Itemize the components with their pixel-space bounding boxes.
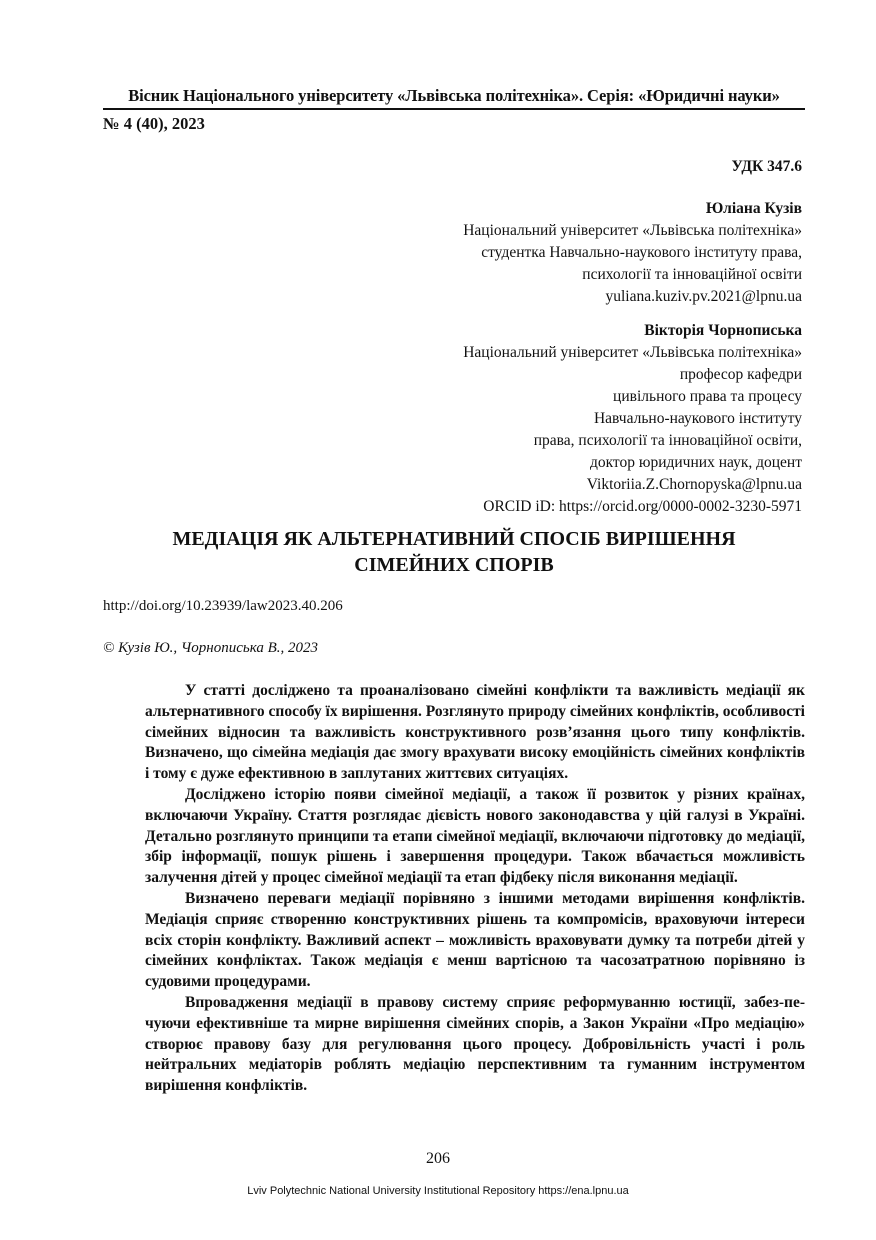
- author-position: студентка Навчально-наукового інституту права,: [481, 244, 802, 261]
- author-degree: доктор юридичних наук, доцент: [589, 454, 802, 471]
- author-block: [463, 320, 802, 518]
- repository-footer: Lviv Polytechnic National University Institutional Repository https://ena.lpnu.ua: [247, 1185, 629, 1197]
- title-line: СІМЕЙНИХ СПОРІВ: [354, 554, 554, 576]
- abstract-paragraph: У статті досліджено та проаналізовано сімейні конфлікти та важливість медіації як альтернативного способу їх вирішення. Розглянуто природу сімейних конфліктів, особливості сімейних відносин та важливість конструктивного розв’язання цього типу конфліктів. Визначено, що сімейна медіація дає змогу врахувати високу емоційність сімейних конфліктів і тому є дуже ефективною в заплутаних життєвих ситуаціях.: [145, 682, 805, 783]
- author-affiliation: Національний університет «Львівська політехніка»: [463, 222, 802, 239]
- abstract-paragraph: Визначено переваги медіації порівняно з іншими методами вирішення конфліктів. Медіація сприяє створенню конструктивних рішень та компромісів, враховуючи інтереси всіх сторін конфлікту. Важливий аспект – можливість враховувати думку та потреби дітей у сімейних конфліктах. Також медіація є менш вартісною та часозатратною порівняно із судовими процедурами.: [145, 889, 805, 991]
- author-block: [463, 198, 802, 308]
- author-name: Юліана Кузів: [705, 200, 802, 217]
- journal-header: Вісник Національного університету «Львівська політехніка». Серія: «Юридичні науки»: [128, 86, 780, 105]
- author-email[interactable]: Viktoriia.Z.Chornopyska@lpnu.ua: [586, 476, 802, 493]
- article-title: [103, 526, 805, 578]
- author-position: права, психології та інноваційної освіти,: [533, 432, 802, 449]
- page-number: 206: [426, 1150, 450, 1167]
- author-position: психології та інноваційної освіти: [582, 266, 802, 283]
- abstract-paragraph: Впровадження медіації в правову систему сприяє реформуванню юстиції, забез-печуючи ефективніше та мирне вирішення сімейних спорів, а Закон України «Про медіацію» створює правову базу для регулювання цього процесу. Добровільність участі і роль нейтральних медіаторів роблять медіацію перспективним та гуманним інструментом вирішення конфліктів.: [145, 993, 805, 1095]
- author-position: професор кафедри: [679, 366, 802, 383]
- udk-code: УДК 347.6: [731, 158, 802, 175]
- author-name: Вікторія Чорнописька: [644, 322, 802, 339]
- copyright: © Кузів Ю., Чорнописька В., 2023: [103, 640, 319, 656]
- author-email[interactable]: yuliana.kuziv.pv.2021@lpnu.ua: [605, 288, 802, 305]
- title-line: МЕДІАЦІЯ ЯК АЛЬТЕРНАТИВНИЙ СПОСІБ ВИРІШЕННЯ: [172, 528, 736, 550]
- author-affiliation: Національний університет «Львівська політехніка»: [463, 344, 802, 361]
- doi-link[interactable]: http://doi.org/10.23939/law2023.40.206: [103, 598, 343, 614]
- author-position: Навчально-наукового інституту: [593, 410, 802, 427]
- author-position: цивільного права та процесу: [613, 388, 802, 405]
- issue-number: № 4 (40), 2023: [103, 114, 205, 133]
- author-orcid[interactable]: ORCID iD: https://orcid.org/0000-0002-3230-5971: [483, 498, 802, 515]
- header-divider: [103, 108, 805, 110]
- abstract: [145, 681, 805, 1097]
- abstract-paragraph: Досліджено історію появи сімейної медіації, а також її розвиток у різних країнах, включаючи Україну. Стаття розглядає дієвість нового законодавства у цій галузі в Україні. Детально розглянуто принципи та етапи сімейної медіації, включаючи підготовку до медіації, збір інформації, пошук рішень і завершення процедури. Також вбачається можливість залучення дітей у процес сімейної медіації та етап фідбеку після виконання медіації.: [145, 785, 805, 887]
